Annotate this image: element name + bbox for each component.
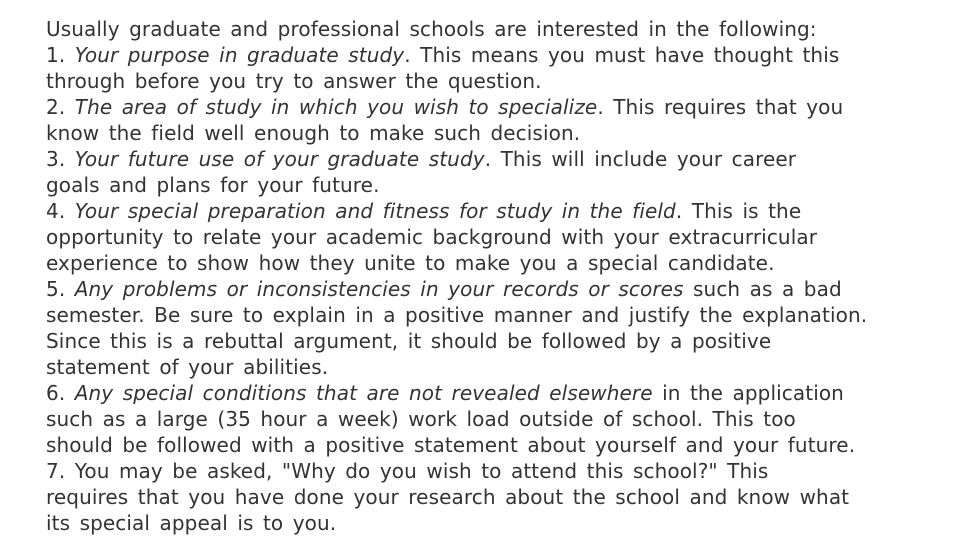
list-item-4 — [46, 198, 946, 276]
item-number: 6. — [46, 381, 75, 405]
item-line — [46, 510, 946, 536]
item-line — [46, 484, 946, 510]
item-text: should be followed with a positive statement about yourself and your future. — [46, 433, 856, 457]
item-line — [46, 68, 946, 94]
item-line — [46, 42, 946, 68]
item-line — [46, 380, 946, 406]
item-line — [46, 276, 946, 302]
item-text: . This requires that you — [597, 95, 844, 119]
item-line — [46, 120, 946, 146]
list-item-5 — [46, 276, 946, 380]
item-emphasis: Your special preparation and fitness for study in the field — [74, 199, 676, 223]
intro-line — [46, 16, 946, 42]
item-text: 7. You may be asked, "Why do you wish to attend this school?" This — [46, 459, 769, 483]
item-line — [46, 198, 946, 224]
item-text: semester. Be sure to explain in a positive manner and justify the explanation. — [46, 303, 868, 327]
item-text: know the field well enough to make such decision. — [46, 121, 581, 145]
item-line — [46, 328, 946, 354]
list-item-6 — [46, 380, 946, 458]
item-text: through before you try to answer the question. — [46, 69, 542, 93]
item-emphasis: Any special conditions that are not revealed elsewhere — [74, 381, 653, 405]
item-emphasis: The area of study in which you wish to specialize — [74, 95, 598, 119]
item-emphasis: Your future use of your graduate study — [74, 147, 485, 171]
item-text: in the application — [652, 381, 844, 405]
item-text: . This means you must have thought this — [404, 43, 840, 67]
item-text: opportunity to relate your academic background with your extracurricular — [46, 225, 818, 249]
item-text: statement of your abilities. — [46, 355, 329, 379]
item-text: requires that you have done your research about the school and know what — [46, 485, 850, 509]
body-text — [46, 16, 946, 536]
item-line — [46, 224, 946, 250]
item-line — [46, 432, 946, 458]
item-emphasis: Any problems or inconsistencies in your records or scores — [74, 277, 684, 301]
item-line — [46, 354, 946, 380]
item-line — [46, 146, 946, 172]
item-text: such as a large (35 hour a week) work load outside of school. This too — [46, 407, 796, 431]
item-number: 1. — [46, 43, 75, 67]
item-text: Since this is a rebuttal argument, it should be followed by a positive — [46, 329, 772, 353]
item-line — [46, 458, 946, 484]
list-item-7 — [46, 458, 946, 536]
list-item-2 — [46, 94, 946, 146]
list-item-1 — [46, 42, 946, 94]
item-text: such as a bad — [683, 277, 842, 301]
item-line — [46, 172, 946, 198]
item-line — [46, 250, 946, 276]
item-text: . This is the — [675, 199, 802, 223]
intro-text: Usually graduate and professional schools are interested in the following: — [46, 17, 817, 41]
item-text: goals and plans for your future. — [46, 173, 380, 197]
item-number: 2. — [46, 95, 75, 119]
item-number: 5. — [46, 277, 75, 301]
item-text: . This will include your career — [484, 147, 797, 171]
item-number: 3. — [46, 147, 75, 171]
item-line — [46, 302, 946, 328]
list-item-3 — [46, 146, 946, 198]
item-text: experience to show how they unite to make you a special candidate. — [46, 251, 775, 275]
item-text: its special appeal is to you. — [46, 511, 337, 535]
item-number: 4. — [46, 199, 75, 223]
item-line — [46, 94, 946, 120]
item-line — [46, 406, 946, 432]
item-emphasis: Your purpose in graduate study — [74, 43, 405, 67]
